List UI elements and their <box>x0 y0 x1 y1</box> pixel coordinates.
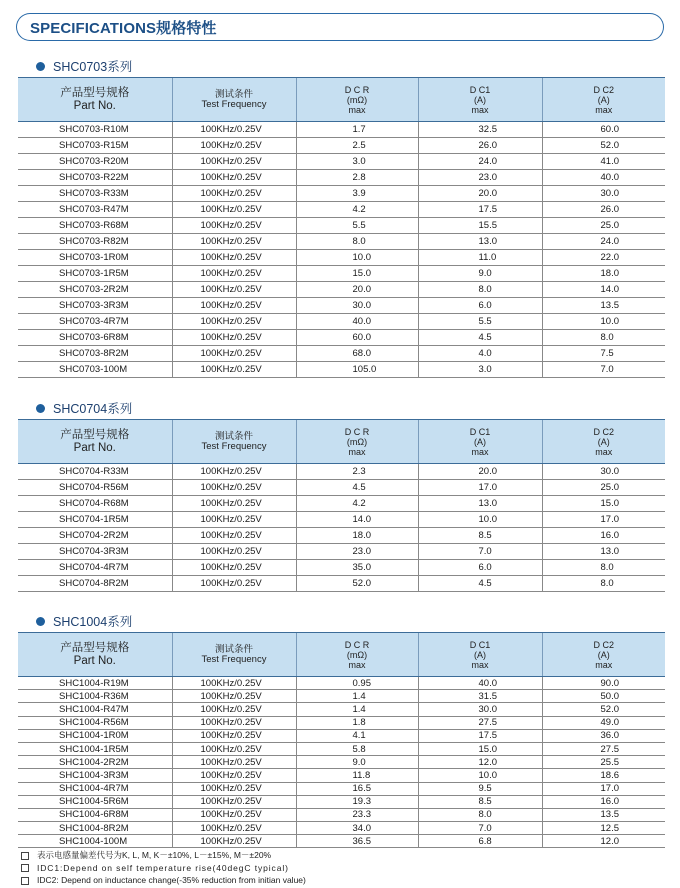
cell-dc2: 27.5 <box>542 742 665 755</box>
cell-part-no: SHC0703-R15M <box>18 138 172 154</box>
page-title: SPECIFICATIONS规格特性 <box>30 20 217 37</box>
table-row <box>18 716 665 729</box>
cell-test-frequency: 100KHz/0.25V <box>172 703 296 716</box>
bullet-dot-icon <box>36 404 45 413</box>
cell-part-no: SHC0703-8R2M <box>18 346 172 362</box>
cell-test-frequency: 100KHz/0.25V <box>172 716 296 729</box>
cell-test-frequency: 100KHz/0.25V <box>172 835 296 848</box>
cell-dc1: 8.5 <box>418 528 542 544</box>
col-dc2: D C2 (A) max <box>542 78 665 122</box>
cell-test-frequency: 100KHz/0.25V <box>172 560 296 576</box>
cell-dc2: 25.5 <box>542 756 665 769</box>
cell-dcr: 34.0 <box>296 822 418 835</box>
cell-part-no: SHC1004-R47M <box>18 703 172 716</box>
cell-dc1: 6.0 <box>418 298 542 314</box>
cell-dcr: 11.8 <box>296 769 418 782</box>
cell-part-no: SHC0703-R10M <box>18 122 172 138</box>
table-row <box>18 795 665 808</box>
cell-dcr: 4.2 <box>296 496 418 512</box>
cell-dcr: 5.8 <box>296 742 418 755</box>
table-header <box>18 633 665 677</box>
cell-dc1: 9.0 <box>418 266 542 282</box>
cell-dc1: 10.0 <box>418 769 542 782</box>
cell-dcr: 19.3 <box>296 795 418 808</box>
cell-dc2: 49.0 <box>542 716 665 729</box>
cell-dc1: 26.0 <box>418 138 542 154</box>
bullet-dot-icon <box>36 617 45 626</box>
table-row <box>18 170 665 186</box>
series-heading-1004 <box>36 612 132 630</box>
cell-dcr: 30.0 <box>296 298 418 314</box>
cell-dc1: 8.0 <box>418 282 542 298</box>
cell-test-frequency: 100KHz/0.25V <box>172 512 296 528</box>
spec-header <box>16 13 664 41</box>
cell-dc2: 36.0 <box>542 729 665 742</box>
cell-dc1: 24.0 <box>418 154 542 170</box>
table-row <box>18 769 665 782</box>
cell-test-frequency: 100KHz/0.25V <box>172 330 296 346</box>
table-row <box>18 756 665 769</box>
table-row <box>18 298 665 314</box>
table-row <box>18 314 665 330</box>
table-row <box>18 835 665 848</box>
table-row <box>18 266 665 282</box>
cell-dcr: 105.0 <box>296 362 418 378</box>
cell-dc1: 40.0 <box>418 677 542 690</box>
cell-test-frequency: 100KHz/0.25V <box>172 218 296 234</box>
cell-dc2: 60.0 <box>542 122 665 138</box>
cell-test-frequency: 100KHz/0.25V <box>172 822 296 835</box>
cell-dc2: 18.0 <box>542 266 665 282</box>
cell-dcr: 23.0 <box>296 544 418 560</box>
cell-dc1: 8.0 <box>418 808 542 821</box>
cell-test-frequency: 100KHz/0.25V <box>172 250 296 266</box>
col-dcr: D C R (mΩ) max <box>296 633 418 677</box>
table-row <box>18 480 665 496</box>
cell-dcr: 36.5 <box>296 835 418 848</box>
cell-part-no: SHC0703-R68M <box>18 218 172 234</box>
table-row <box>18 138 665 154</box>
cell-dc2: 18.6 <box>542 769 665 782</box>
table-row <box>18 822 665 835</box>
cell-dc2: 12.5 <box>542 822 665 835</box>
table-row <box>18 122 665 138</box>
cell-part-no: SHC1004-2R2M <box>18 756 172 769</box>
cell-test-frequency: 100KHz/0.25V <box>172 742 296 755</box>
cell-dc2: 13.0 <box>542 544 665 560</box>
cell-part-no: SHC0703-4R7M <box>18 314 172 330</box>
cell-test-frequency: 100KHz/0.25V <box>172 234 296 250</box>
cell-dcr: 3.9 <box>296 186 418 202</box>
cell-dcr: 3.0 <box>296 154 418 170</box>
cell-part-no: SHC0703-6R8M <box>18 330 172 346</box>
cell-dcr: 5.5 <box>296 218 418 234</box>
cell-part-no: SHC0704-2R2M <box>18 528 172 544</box>
cell-part-no: SHC0703-100M <box>18 362 172 378</box>
cell-dc2: 25.0 <box>542 480 665 496</box>
cell-dcr: 2.8 <box>296 170 418 186</box>
cell-test-frequency: 100KHz/0.25V <box>172 298 296 314</box>
cell-part-no: SHC0704-1R5M <box>18 512 172 528</box>
col-dcr: D C R (mΩ) max <box>296 420 418 464</box>
cell-test-frequency: 100KHz/0.25V <box>172 795 296 808</box>
cell-dc1: 20.0 <box>418 186 542 202</box>
table-header <box>18 420 665 464</box>
cell-dc1: 8.5 <box>418 795 542 808</box>
cell-part-no: SHC0704-R68M <box>18 496 172 512</box>
table-row <box>18 690 665 703</box>
cell-dcr: 16.5 <box>296 782 418 795</box>
cell-dc1: 17.5 <box>418 202 542 218</box>
cell-test-frequency: 100KHz/0.25V <box>172 314 296 330</box>
col-part-no: 产品型号规格 Part No. <box>18 78 172 122</box>
cell-test-frequency: 100KHz/0.25V <box>172 170 296 186</box>
table-row <box>18 282 665 298</box>
cell-test-frequency: 100KHz/0.25V <box>172 346 296 362</box>
cell-part-no: SHC0703-R20M <box>18 154 172 170</box>
cell-dc2: 17.0 <box>542 512 665 528</box>
cell-part-no: SHC0704-R33M <box>18 464 172 480</box>
col-dcr: D C R (mΩ) max <box>296 78 418 122</box>
cell-dc2: 26.0 <box>542 202 665 218</box>
cell-dc1: 23.0 <box>418 170 542 186</box>
cell-test-frequency: 100KHz/0.25V <box>172 528 296 544</box>
cell-dc1: 30.0 <box>418 703 542 716</box>
col-test-frequency: 测试条件 Test Frequency <box>172 420 296 464</box>
cell-part-no: SHC0704-8R2M <box>18 576 172 592</box>
series-label: SHC1004系列 <box>53 615 133 629</box>
cell-dc1: 4.0 <box>418 346 542 362</box>
table-row <box>18 154 665 170</box>
table-row <box>18 560 665 576</box>
table-row <box>18 729 665 742</box>
cell-part-no: SHC1004-R56M <box>18 716 172 729</box>
table-row <box>18 576 665 592</box>
cell-dc2: 30.0 <box>542 186 665 202</box>
footnotes <box>21 849 306 887</box>
footnote-tolerance: 表示电感量偏差代号为K, L, M, K－±10%, L－±15%, M－±20% <box>21 849 306 862</box>
cell-test-frequency: 100KHz/0.25V <box>172 266 296 282</box>
series-label: SHC0703系列 <box>53 60 133 74</box>
cell-test-frequency: 100KHz/0.25V <box>172 690 296 703</box>
cell-dcr: 52.0 <box>296 576 418 592</box>
cell-dc1: 5.5 <box>418 314 542 330</box>
cell-test-frequency: 100KHz/0.25V <box>172 729 296 742</box>
table-row <box>18 330 665 346</box>
cell-dcr: 20.0 <box>296 282 418 298</box>
table-row <box>18 677 665 690</box>
cell-dcr: 0.95 <box>296 677 418 690</box>
cell-dc2: 52.0 <box>542 703 665 716</box>
cell-dc2: 13.5 <box>542 808 665 821</box>
cell-test-frequency: 100KHz/0.25V <box>172 138 296 154</box>
cell-dc1: 27.5 <box>418 716 542 729</box>
table-row <box>18 202 665 218</box>
cell-part-no: SHC0703-3R3M <box>18 298 172 314</box>
col-dc2: D C2 (A) max <box>542 420 665 464</box>
col-test-frequency: 测试条件 Test Frequency <box>172 78 296 122</box>
table-header <box>18 78 665 122</box>
table-row <box>18 464 665 480</box>
col-part-no: 产品型号规格 Part No. <box>18 420 172 464</box>
table-body <box>18 464 665 592</box>
cell-dc2: 12.0 <box>542 835 665 848</box>
cell-dcr: 4.2 <box>296 202 418 218</box>
table-row <box>18 512 665 528</box>
cell-part-no: SHC0704-4R7M <box>18 560 172 576</box>
cell-dc1: 10.0 <box>418 512 542 528</box>
table-row <box>18 528 665 544</box>
cell-test-frequency: 100KHz/0.25V <box>172 154 296 170</box>
cell-dc2: 10.0 <box>542 314 665 330</box>
checkbox-square-icon <box>21 877 29 885</box>
cell-test-frequency: 100KHz/0.25V <box>172 480 296 496</box>
cell-dc1: 31.5 <box>418 690 542 703</box>
series-heading-0704 <box>36 399 132 417</box>
cell-dc2: 8.0 <box>542 560 665 576</box>
cell-dc2: 17.0 <box>542 782 665 795</box>
table-body <box>18 122 665 378</box>
cell-part-no: SHC1004-100M <box>18 835 172 848</box>
cell-dcr: 40.0 <box>296 314 418 330</box>
cell-dc1: 4.5 <box>418 330 542 346</box>
cell-dcr: 9.0 <box>296 756 418 769</box>
cell-dc1: 3.0 <box>418 362 542 378</box>
table-row <box>18 186 665 202</box>
cell-dc2: 50.0 <box>542 690 665 703</box>
cell-dc2: 16.0 <box>542 795 665 808</box>
cell-test-frequency: 100KHz/0.25V <box>172 769 296 782</box>
bullet-dot-icon <box>36 62 45 71</box>
cell-dcr: 14.0 <box>296 512 418 528</box>
spec-table-0703 <box>18 77 665 378</box>
spec-table-1004 <box>18 632 665 848</box>
col-dc2: D C2 (A) max <box>542 633 665 677</box>
table-row <box>18 250 665 266</box>
cell-part-no: SHC0703-1R0M <box>18 250 172 266</box>
table-row <box>18 544 665 560</box>
cell-test-frequency: 100KHz/0.25V <box>172 756 296 769</box>
cell-dc1: 6.8 <box>418 835 542 848</box>
cell-dcr: 10.0 <box>296 250 418 266</box>
cell-dc1: 32.5 <box>418 122 542 138</box>
cell-dcr: 4.1 <box>296 729 418 742</box>
cell-dc2: 8.0 <box>542 330 665 346</box>
cell-part-no: SHC0703-R82M <box>18 234 172 250</box>
cell-dc1: 9.5 <box>418 782 542 795</box>
cell-dc1: 11.0 <box>418 250 542 266</box>
cell-dc1: 15.0 <box>418 742 542 755</box>
cell-part-no: SHC1004-5R6M <box>18 795 172 808</box>
cell-dc2: 24.0 <box>542 234 665 250</box>
table-body <box>18 677 665 848</box>
cell-dc1: 13.0 <box>418 234 542 250</box>
cell-dc2: 16.0 <box>542 528 665 544</box>
cell-dc1: 20.0 <box>418 464 542 480</box>
col-part-no: 产品型号规格 Part No. <box>18 633 172 677</box>
checkbox-square-icon <box>21 852 29 860</box>
cell-test-frequency: 100KHz/0.25V <box>172 202 296 218</box>
header-frame-cap <box>636 13 664 41</box>
col-test-frequency: 测试条件 Test Frequency <box>172 633 296 677</box>
series-heading-0703 <box>36 57 132 75</box>
cell-dc1: 17.0 <box>418 480 542 496</box>
cell-dc2: 7.0 <box>542 362 665 378</box>
cell-test-frequency: 100KHz/0.25V <box>172 282 296 298</box>
cell-part-no: SHC1004-8R2M <box>18 822 172 835</box>
footnote-idc2: IDC2: Depend on inductance change(-35% reduction from initian value) <box>21 874 306 887</box>
cell-part-no: SHC1004-R36M <box>18 690 172 703</box>
cell-test-frequency: 100KHz/0.25V <box>172 782 296 795</box>
cell-part-no: SHC0703-R22M <box>18 170 172 186</box>
series-label: SHC0704系列 <box>53 402 133 416</box>
cell-dc2: 41.0 <box>542 154 665 170</box>
cell-dcr: 1.4 <box>296 703 418 716</box>
cell-dcr: 15.0 <box>296 266 418 282</box>
cell-part-no: SHC0703-R33M <box>18 186 172 202</box>
cell-test-frequency: 100KHz/0.25V <box>172 186 296 202</box>
cell-dcr: 35.0 <box>296 560 418 576</box>
cell-dc2: 7.5 <box>542 346 665 362</box>
cell-test-frequency: 100KHz/0.25V <box>172 496 296 512</box>
table-row <box>18 703 665 716</box>
cell-dc1: 6.0 <box>418 560 542 576</box>
table-row <box>18 234 665 250</box>
cell-dc1: 17.5 <box>418 729 542 742</box>
cell-dc2: 15.0 <box>542 496 665 512</box>
cell-dcr: 23.3 <box>296 808 418 821</box>
cell-dc2: 8.0 <box>542 576 665 592</box>
table-row <box>18 346 665 362</box>
cell-dc2: 52.0 <box>542 138 665 154</box>
cell-part-no: SHC0703-1R5M <box>18 266 172 282</box>
cell-test-frequency: 100KHz/0.25V <box>172 544 296 560</box>
cell-dc1: 13.0 <box>418 496 542 512</box>
cell-dc2: 90.0 <box>542 677 665 690</box>
table-row <box>18 218 665 234</box>
cell-test-frequency: 100KHz/0.25V <box>172 677 296 690</box>
cell-dcr: 2.3 <box>296 464 418 480</box>
cell-part-no: SHC0703-2R2M <box>18 282 172 298</box>
cell-dcr: 4.5 <box>296 480 418 496</box>
cell-dc2: 22.0 <box>542 250 665 266</box>
cell-part-no: SHC1004-1R0M <box>18 729 172 742</box>
cell-dc1: 12.0 <box>418 756 542 769</box>
cell-part-no: SHC1004-3R3M <box>18 769 172 782</box>
table-row <box>18 362 665 378</box>
cell-dcr: 1.4 <box>296 690 418 703</box>
cell-part-no: SHC1004-4R7M <box>18 782 172 795</box>
cell-test-frequency: 100KHz/0.25V <box>172 122 296 138</box>
cell-part-no: SHC0704-R56M <box>18 480 172 496</box>
table-row <box>18 808 665 821</box>
col-dc1: D C1 (A) max <box>418 78 542 122</box>
cell-dc1: 7.0 <box>418 544 542 560</box>
cell-test-frequency: 100KHz/0.25V <box>172 808 296 821</box>
footnote-idc1: IDC1:Depend on self temperature rise(40degC typical) <box>21 862 306 875</box>
cell-dc2: 13.5 <box>542 298 665 314</box>
cell-test-frequency: 100KHz/0.25V <box>172 576 296 592</box>
col-dc1: D C1 (A) max <box>418 420 542 464</box>
cell-dc2: 14.0 <box>542 282 665 298</box>
cell-part-no: SHC1004-6R8M <box>18 808 172 821</box>
cell-dcr: 60.0 <box>296 330 418 346</box>
cell-dcr: 68.0 <box>296 346 418 362</box>
table-row <box>18 496 665 512</box>
checkbox-square-icon <box>21 864 29 872</box>
spec-table-0704 <box>18 419 665 592</box>
cell-test-frequency: 100KHz/0.25V <box>172 464 296 480</box>
cell-dcr: 1.8 <box>296 716 418 729</box>
cell-part-no: SHC1004-R19M <box>18 677 172 690</box>
cell-dcr: 18.0 <box>296 528 418 544</box>
cell-dc1: 7.0 <box>418 822 542 835</box>
cell-dcr: 2.5 <box>296 138 418 154</box>
cell-dc1: 4.5 <box>418 576 542 592</box>
cell-test-frequency: 100KHz/0.25V <box>172 362 296 378</box>
cell-part-no: SHC1004-1R5M <box>18 742 172 755</box>
cell-part-no: SHC0703-R47M <box>18 202 172 218</box>
cell-dc1: 15.5 <box>418 218 542 234</box>
cell-part-no: SHC0704-3R3M <box>18 544 172 560</box>
cell-dcr: 1.7 <box>296 122 418 138</box>
table-row <box>18 782 665 795</box>
cell-dc2: 40.0 <box>542 170 665 186</box>
cell-dc2: 30.0 <box>542 464 665 480</box>
cell-dc2: 25.0 <box>542 218 665 234</box>
table-row <box>18 742 665 755</box>
col-dc1: D C1 (A) max <box>418 633 542 677</box>
cell-dcr: 8.0 <box>296 234 418 250</box>
